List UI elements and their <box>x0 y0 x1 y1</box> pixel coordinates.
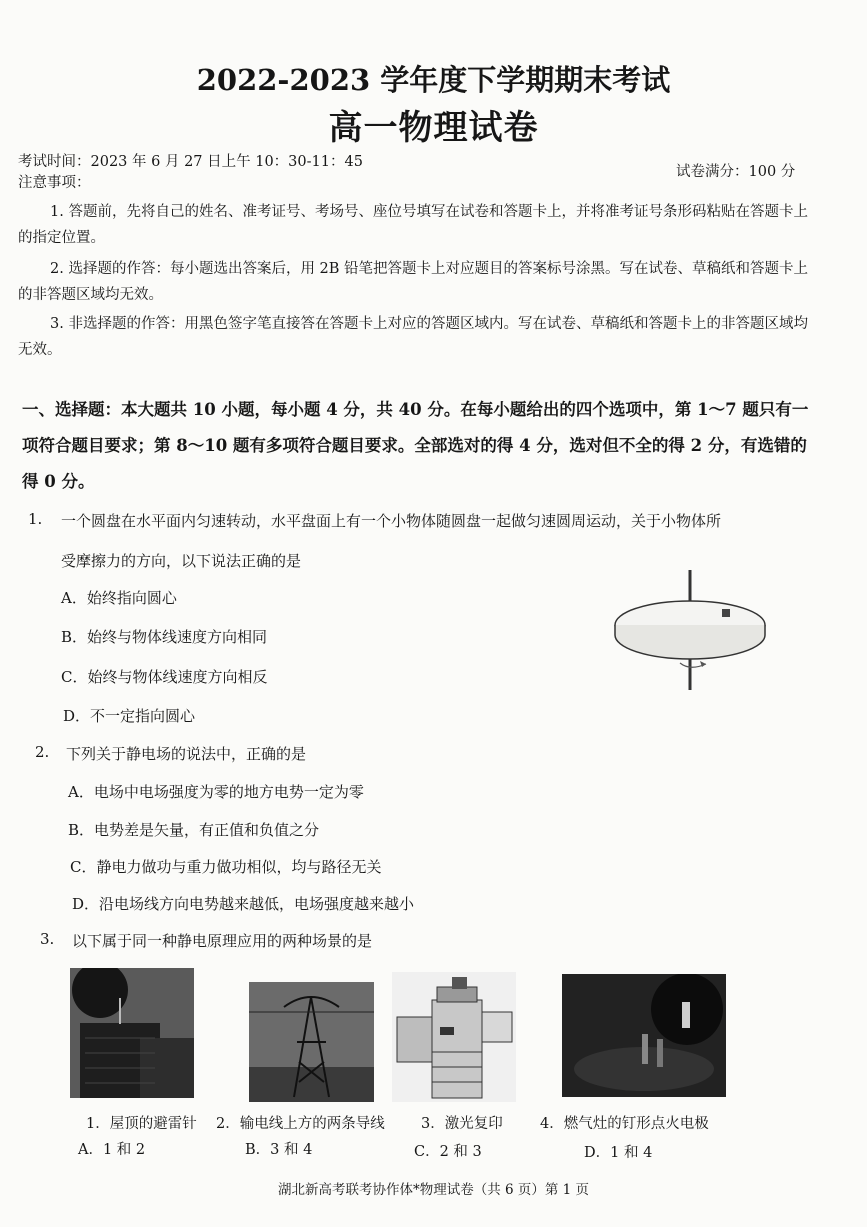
note-3: 3. 非选择题的作答：用黑色签字笔直接答在答题卡上对应的答题区域内。写在试卷、草稿纸和答题卡上的非答题区域均无效。 <box>18 316 808 358</box>
q1-option-a: A．始终指向圆心 <box>61 589 177 607</box>
photo-laser-copier <box>392 972 516 1102</box>
rotating-disc-diagram <box>610 565 780 695</box>
q2-option-c: C．静电力做功与重力做功相似，均与路径无关 <box>70 858 382 876</box>
notes-heading: 注意事项： <box>18 175 91 191</box>
exam-subtitle: 高一物理试卷 <box>328 108 539 148</box>
q3-option-d: D．1 和 4 <box>584 1145 653 1161</box>
q1-option-d: D．不一定指向圆心 <box>63 707 196 725</box>
q3-caption-3: 3．激光复印 <box>421 1116 503 1132</box>
note-2: 2. 选择题的作答：每小题选出答案后，用 2B 铅笔把答题卡上对应题目的答案标号涂黑。写在试卷、草稿纸和答题卡上的非答题区域均无效。 <box>18 261 809 303</box>
exam-time: 考试时间：2023 年 6 月 27 日上午 10：30-11：45 <box>18 154 363 170</box>
q2-number: 2. <box>35 743 50 761</box>
q3-option-c: C．2 和 3 <box>414 1144 482 1160</box>
q3-number: 3. <box>40 930 55 948</box>
q3-caption-2: 2．输电线上方的两条导线 <box>216 1116 385 1132</box>
q1-option-c: C．始终与物体线速度方向相反 <box>61 668 268 686</box>
q3-caption-1: 1．屋顶的避雷针 <box>86 1116 197 1132</box>
photo-transmission-tower <box>249 982 374 1102</box>
q3-caption-4: 4．燃气灶的钉形点火电极 <box>540 1116 709 1132</box>
q2-stem: 下列关于静电场的说法中，正确的是 <box>66 745 307 763</box>
q1-number: 1. <box>28 510 43 528</box>
q1-stem-line1: 一个圆盘在水平面内匀速转动，水平盘面上有一个小物体随圆盘一起做匀速圆周运动，关于小物体所 <box>61 512 722 530</box>
note-1: 1. 答题前，先将自己的姓名、准考证号、考场号、座位号填写在试卷和答题卡上，并将准考证号条形码粘贴在答题卡上的指定位置。 <box>18 204 808 246</box>
full-score: 试卷满分：100 分 <box>676 164 796 180</box>
q3-option-a: A．1 和 2 <box>78 1142 146 1158</box>
q2-option-d: D．沿电场线方向电势越来越低，电场强度越来越小 <box>72 895 415 913</box>
q2-option-a: A．电场中电场强度为零的地方电势一定为零 <box>68 783 364 801</box>
q1-option-b: B．始终与物体线速度方向相同 <box>61 628 268 646</box>
q1-stem-line2: 受摩擦力的方向，以下说法正确的是 <box>61 552 302 570</box>
page-footer: 湖北新高考联考协作体*物理试卷（共 6 页）第 1 页 <box>277 1182 590 1198</box>
exam-title: 2022-2023 学年度下学期期末考试 <box>196 63 671 97</box>
q3-option-b: B．3 和 4 <box>245 1142 313 1158</box>
q2-option-b: B．电势差是矢量，有正值和负值之分 <box>68 821 320 839</box>
disc-rim <box>615 625 765 659</box>
photo-lightning-rod <box>70 968 194 1098</box>
small-object <box>722 609 730 617</box>
q3-stem: 以下属于同一种静电原理应用的两种场景的是 <box>72 932 373 950</box>
photo-gas-igniter <box>562 974 726 1097</box>
section-1-heading: 一、选择题：本大题共 10 小题，每小题 4 分，共 40 分。在每小题给出的四个选项中，第 1～7 题只有一项符合题目要求；第 8～10 题有多项符合题目要求。全部选对的得 4 分，选对但不全的得 2 分，有选错的得 0 分。 <box>22 400 809 491</box>
